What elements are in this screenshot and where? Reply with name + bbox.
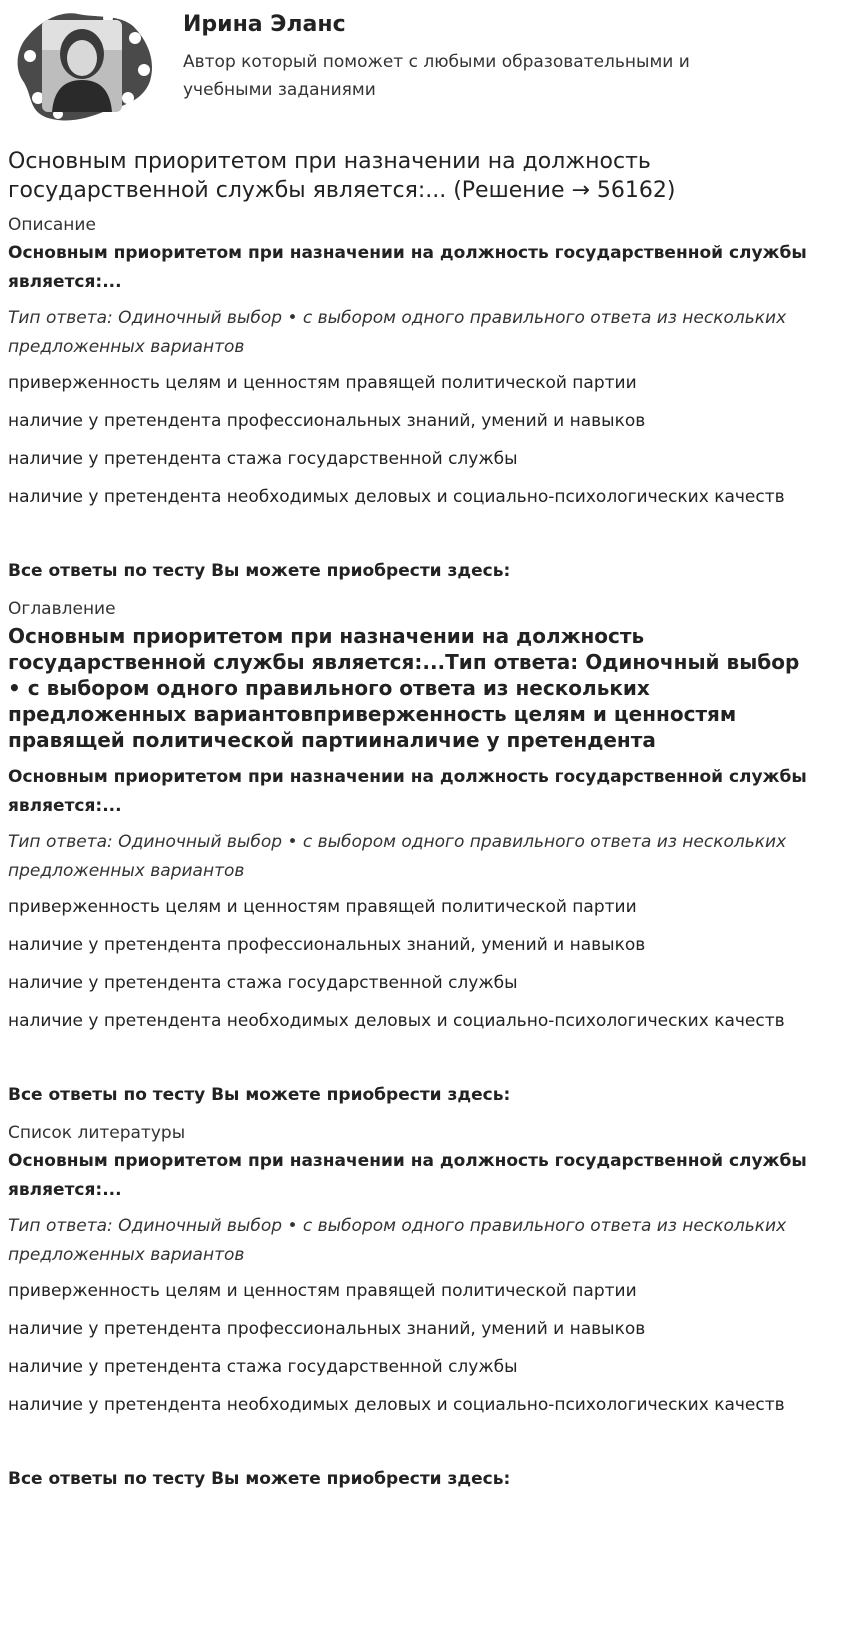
question-text: Основным приоритетом при назначении на должность государственной службы является:...	[8, 243, 807, 292]
buy-answers-text: Все ответы по тесту Вы можете приобрести здесь:	[8, 561, 511, 581]
answer-option: приверженность целям и ценностям правящей политической партии	[8, 897, 637, 917]
answer-option: наличие у претендента стажа государственной службы	[8, 449, 518, 469]
answer-option: наличие у претендента стажа государственной службы	[8, 1357, 518, 1377]
section-label-description: Описание	[8, 215, 96, 235]
answer-option: приверженность целям и ценностям правящей политической партии	[8, 1281, 637, 1301]
answer-option: наличие у претендента необходимых деловых и социально-психологических качеств	[8, 487, 785, 507]
section-label-toc: Оглавление	[8, 599, 116, 619]
question-text: Основным приоритетом при назначении на должность государственной службы является:...	[8, 1151, 807, 1200]
spacer	[8, 1045, 808, 1083]
answer-option: наличие у претендента профессиональных знаний, умений и навыков	[8, 935, 646, 955]
author-name: Ирина Эланс	[183, 12, 346, 37]
answer-option: приверженность целям и ценностям правящей политической партии	[8, 373, 637, 393]
answer-type: Тип ответа: Одиночный выбор • с выбором одного правильного ответа из нескольких предложенных вариантов	[8, 1216, 787, 1265]
author-avatar[interactable]	[8, 6, 158, 126]
answer-option: наличие у претендента стажа государственной службы	[8, 973, 518, 993]
question-text: Основным приоритетом при назначении на должность государственной службы является:...	[8, 767, 807, 816]
answer-type: Тип ответа: Одиночный выбор • с выбором одного правильного ответа из нескольких предложенных вариантов	[8, 832, 787, 881]
spacer	[8, 1429, 808, 1467]
page-title: Основным приоритетом при назначении на должность государственной службы является:... (Решение → 56162)	[8, 149, 676, 203]
answer-option: наличие у претендента профессиональных знаний, умений и навыков	[8, 1319, 646, 1339]
section-label-literature: Список литературы	[8, 1123, 186, 1143]
answer-option: наличие у претендента необходимых деловых и социально-психологических качеств	[8, 1011, 785, 1031]
author-description: Автор который поможет с любыми образовательными и учебными заданиями	[183, 52, 690, 100]
answer-option: наличие у претендента профессиональных знаний, умений и навыков	[8, 411, 646, 431]
page	[8, 0, 808, 1505]
answer-option: наличие у претендента необходимых деловых и социально-психологических качеств	[8, 1395, 785, 1415]
answer-type: Тип ответа: Одиночный выбор • с выбором одного правильного ответа из нескольких предложенных вариантов	[8, 308, 787, 357]
buy-answers-text: Все ответы по тесту Вы можете приобрести здесь:	[8, 1469, 511, 1489]
buy-answers-text: Все ответы по тесту Вы можете приобрести здесь:	[8, 1085, 511, 1105]
author-card	[8, 0, 808, 135]
spacer	[8, 521, 808, 559]
toc-summary: Основным приоритетом при назначении на должность государственной службы является:...Тип ответа: Одиночный выбор • с выбором одного правильного ответа из нескольких предложенных вариантовприверженность целям и ценностям правящей политической партииналичие у претендента	[8, 624, 800, 752]
